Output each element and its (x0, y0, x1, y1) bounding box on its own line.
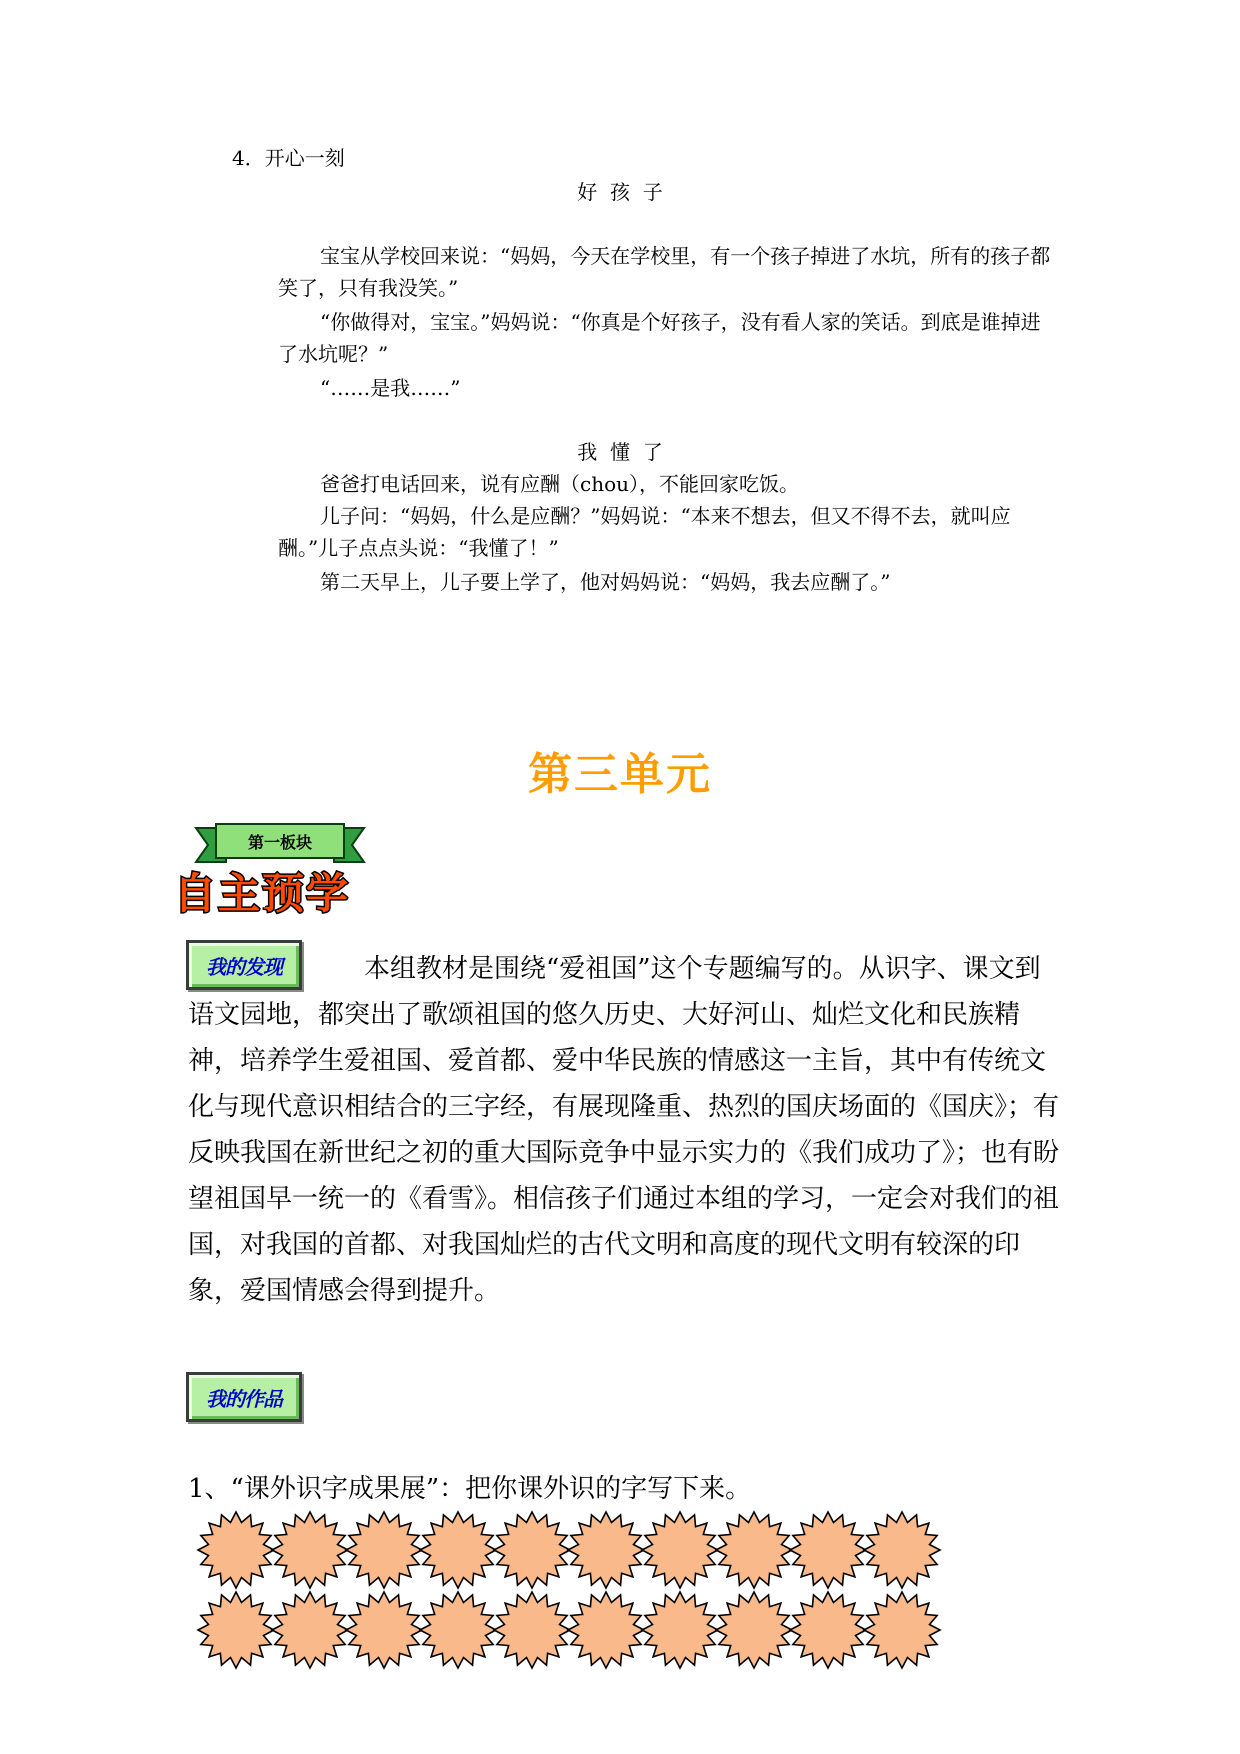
ribbon-label: 第一板块 (247, 833, 313, 852)
starburst-badge (420, 1512, 496, 1588)
section-heading: 4．开心一刻 (232, 146, 345, 170)
story1-paragraph-2: “你做得对，宝宝。”妈妈说：“你真是个好孩子，没有看人家的笑话。到底是谁掉进了水坑呢？” (278, 310, 1041, 366)
starburst-badge (198, 1592, 274, 1668)
story1-paragraph-3: “……是我……” (320, 376, 461, 400)
starburst-badge (642, 1592, 718, 1668)
starburst-badge (790, 1592, 866, 1668)
starburst-badge (790, 1512, 866, 1588)
story1-paragraph-1: 宝宝从学校回来说：“妈妈，今天在学校里，有一个孩子掉进了水坑，所有的孩子都笑了，只有我没笑。” (278, 244, 1051, 300)
starburst-badge (346, 1512, 422, 1588)
starburst-badge (272, 1592, 348, 1668)
starburst-badge (716, 1592, 792, 1668)
starburst-badge (494, 1592, 570, 1668)
tag-discovery: 我的发现 (186, 940, 302, 990)
story2-paragraph-2: 儿子问：“妈妈，什么是应酬？”妈妈说：“本来不想去，但又不得不去，就叫应酬。”儿子点点头说：“我懂了！” (278, 504, 1011, 560)
unit-title: 第三单元 (528, 749, 712, 800)
starburst-badge (420, 1592, 496, 1668)
starburst-badge (346, 1592, 422, 1668)
starburst-badge (864, 1512, 940, 1588)
badge-grid (196, 1510, 976, 1670)
story-title-good-child: 好 孩 子 (577, 180, 663, 204)
discovery-text: 本组教材是围绕“爱祖国”这个专题编写的。从识字、课文到语文园地，都突出了歌颂祖国的悠久历史、大好河山、灿烂文化和民族精神，培养学生爱祖国、爱首都、爱中华民族的情感这一主旨，其中有传统文化与现代意识相结合的三字经，有展现隆重、热烈的国庆场面的《国庆》；有反映我国在新世纪之初的重大国际竞争中显示实力的《我们成功了》；也有盼望祖国早一统一的《看雪》。相信孩子们通过本组的学习，一定会对我们的祖国，对我国的首都、对我国灿烂的古代文明和高度的现代文明有较深的印象，爱国情感会得到提升。 (188, 954, 1060, 1306)
tag-works: 我的作品 (186, 1372, 302, 1422)
story-title-understood: 我 懂 了 (577, 440, 663, 464)
starburst-badge (568, 1512, 644, 1588)
works-task: 1、“课外识字成果展”：把你课外识的字写下来。 (188, 1474, 752, 1504)
section-banner (170, 820, 390, 920)
story2-paragraph-3: 第二天早上，儿子要上学了，他对妈妈说：“妈妈，我去应酬了。” (320, 570, 891, 594)
banner-text: 自主预学 (174, 869, 351, 918)
starburst-badge (716, 1512, 792, 1588)
starburst-badge (864, 1592, 940, 1668)
starburst-badge (494, 1512, 570, 1588)
starburst-badge (272, 1512, 348, 1588)
starburst-badge (642, 1512, 718, 1588)
starburst-badge (198, 1512, 274, 1588)
story2-paragraph-1: 爸爸打电话回来，说有应酬（chou），不能回家吃饭。 (320, 472, 800, 496)
starburst-badge (568, 1592, 644, 1668)
